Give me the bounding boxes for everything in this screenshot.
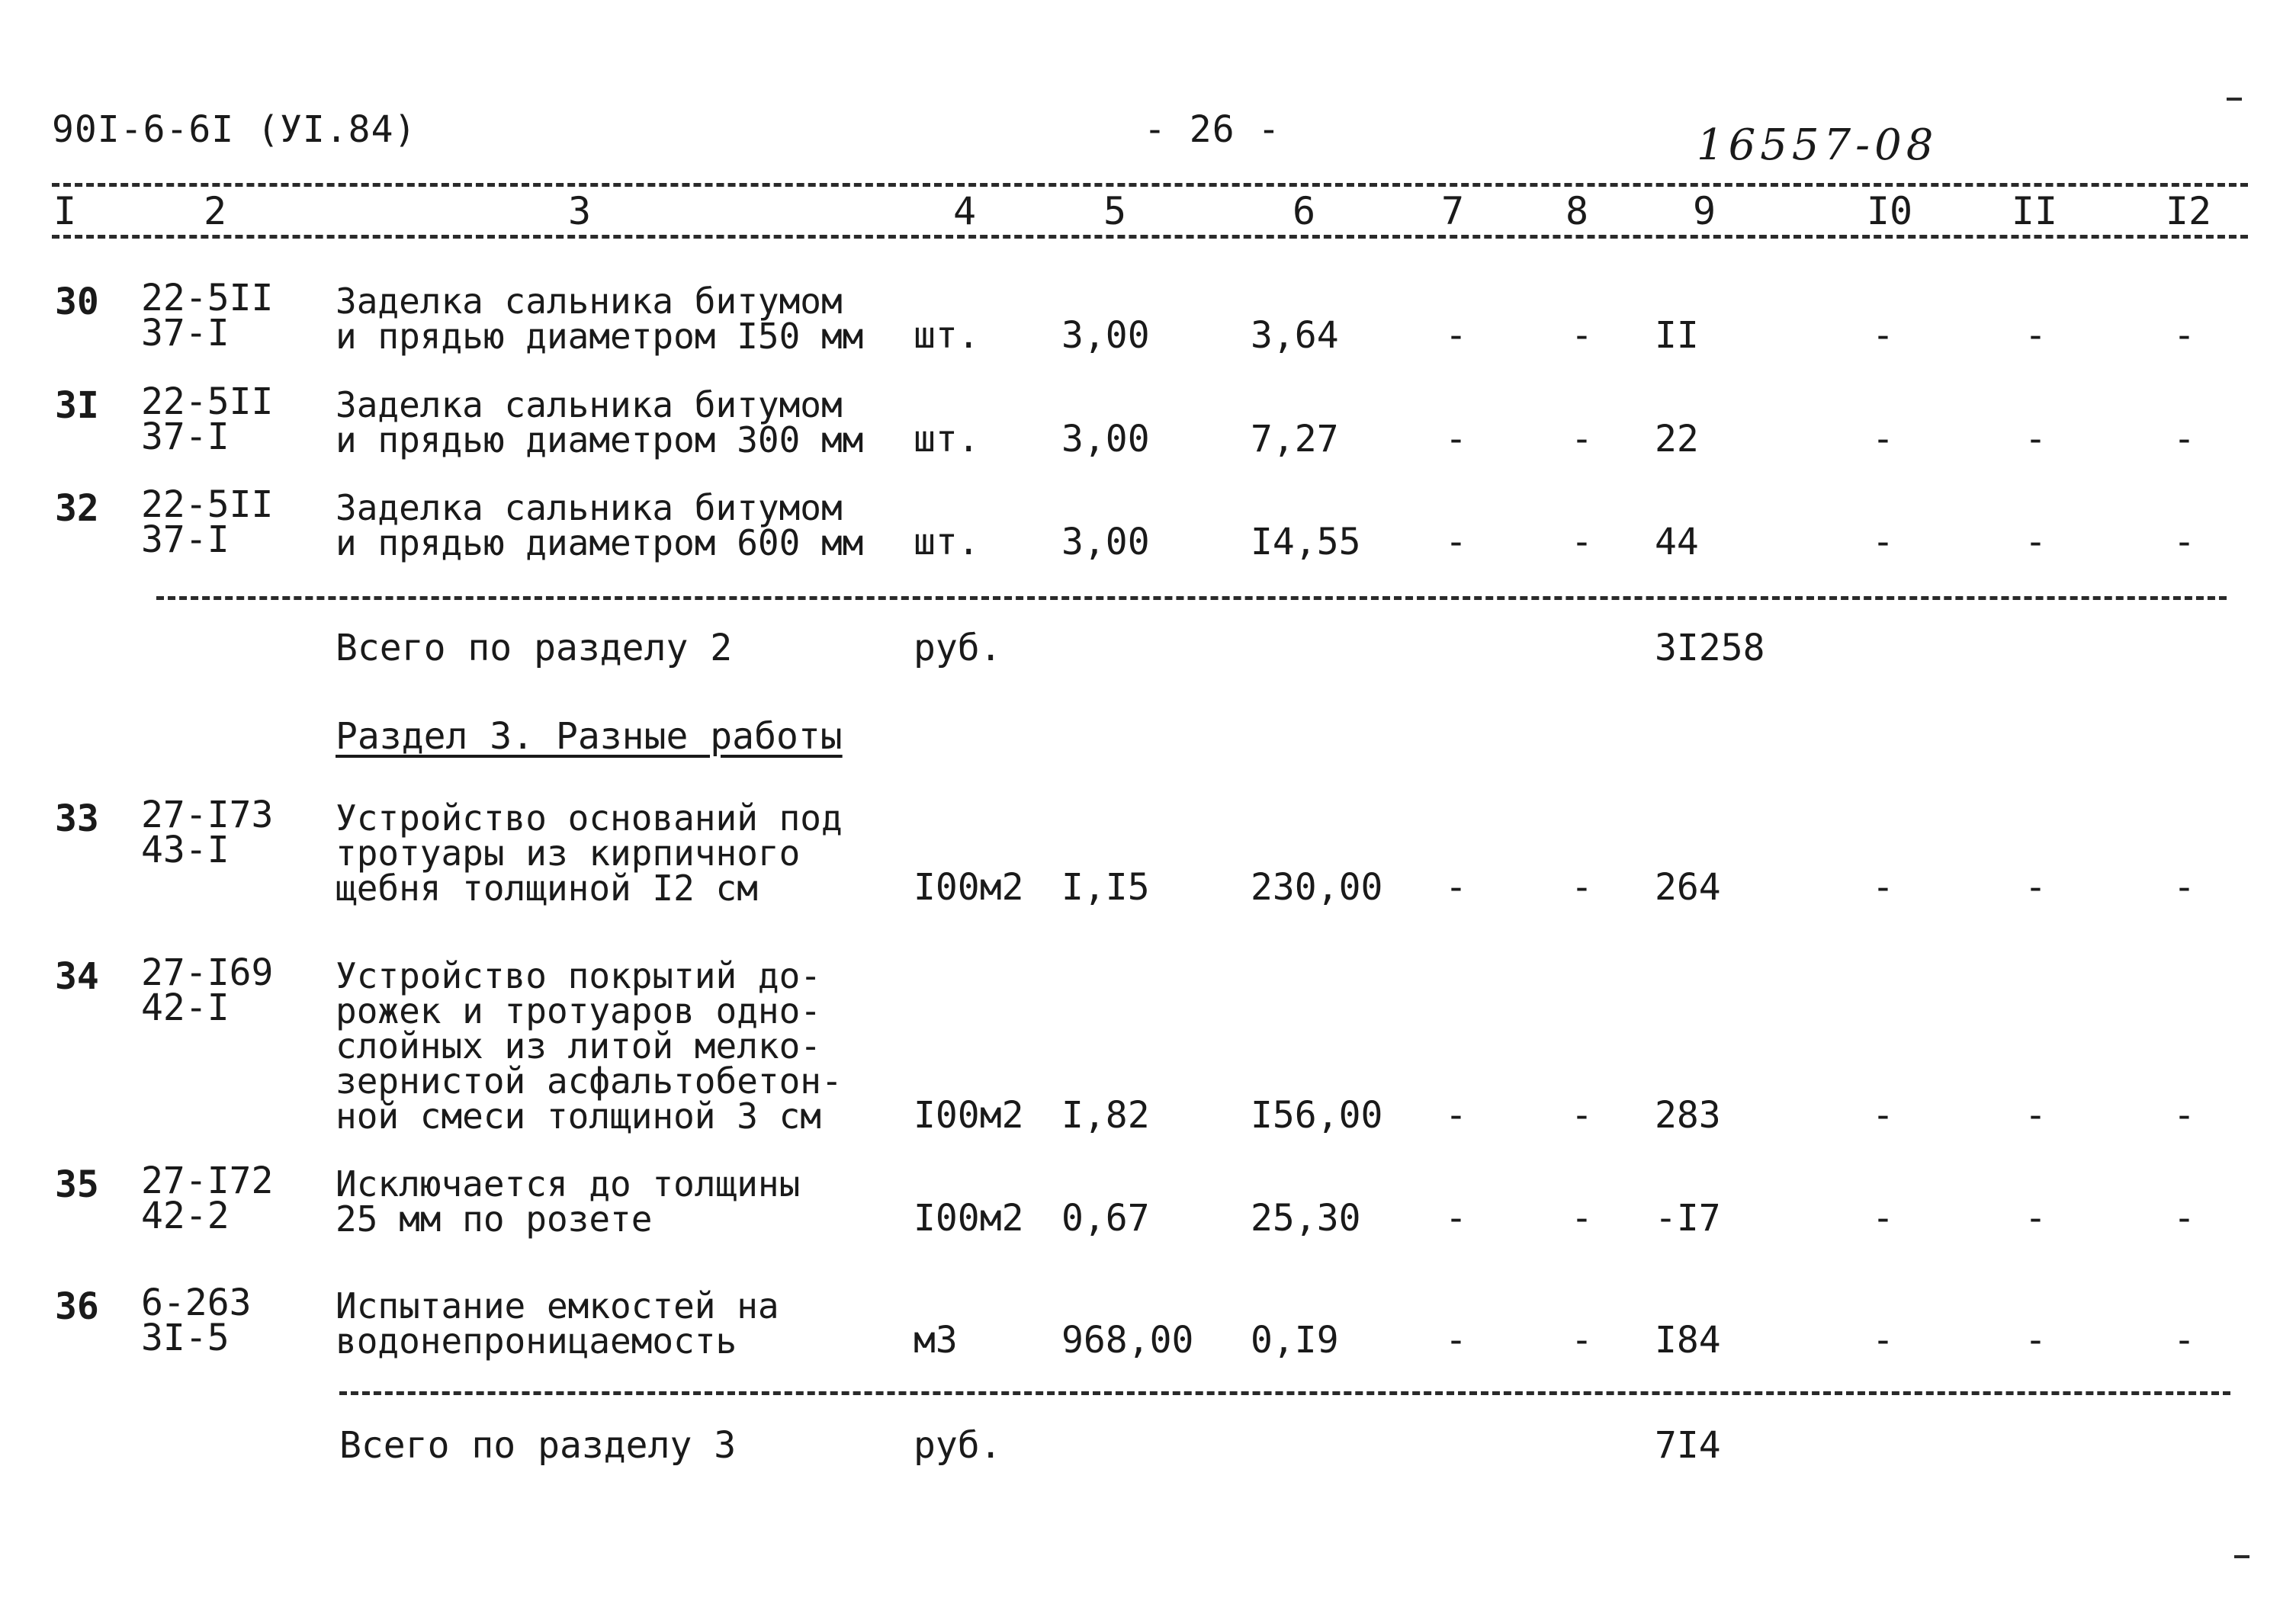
row-cell-qty: 0,67 <box>1061 1197 1150 1240</box>
row-code: 42-2 <box>141 1195 230 1237</box>
row-cell-c11: - <box>2025 1319 2047 1362</box>
row-code: 6-263 <box>141 1282 252 1324</box>
row-description: щебня толщиной I2 см <box>336 868 758 909</box>
column-number-1: I <box>53 189 77 233</box>
column-number-12: I2 <box>2165 189 2212 233</box>
row-code: 37-I <box>141 518 230 561</box>
row-cell-c9: II <box>1655 314 1699 357</box>
row-number: 36 <box>55 1285 99 1328</box>
row-cell-qty: 3,00 <box>1061 418 1150 460</box>
row-cell-price: I56,00 <box>1251 1094 1383 1137</box>
row-description: и прядью диаметром 600 мм <box>336 522 864 563</box>
row-cell-c7: - <box>1445 418 1467 460</box>
row-description: Устройство покрытий до- <box>336 955 821 996</box>
row-code: 27-I69 <box>141 951 274 994</box>
row-description: зернистой асфальтобетон- <box>336 1060 843 1102</box>
header-rule-top <box>52 183 2248 187</box>
row-code: 22-5II <box>141 277 274 319</box>
row-cell-c9: 44 <box>1655 521 1699 563</box>
corner-mark-top-right <box>2227 98 2242 101</box>
section2-rule <box>156 596 2227 600</box>
row-cell-c12: - <box>2173 314 2195 357</box>
row-cell-c10: - <box>1872 1319 1894 1362</box>
row-description: и прядью диаметром I50 мм <box>336 316 864 357</box>
row-cell-c10: - <box>1872 314 1894 357</box>
column-number-6: 6 <box>1292 189 1316 233</box>
row-cell-c11: - <box>2025 418 2047 460</box>
column-number-9: 9 <box>1692 189 1716 233</box>
row-cell-c10: - <box>1872 866 1894 909</box>
row-cell-c7: - <box>1445 314 1467 357</box>
row-code: 37-I <box>141 415 230 458</box>
column-number-5: 5 <box>1103 189 1127 233</box>
section3-title: Раздел 3. Разные работы <box>336 715 843 758</box>
handwritten-number: 16557-08 <box>1697 120 1938 170</box>
row-cell-c8: - <box>1571 1197 1593 1240</box>
section3-total-value: 7I4 <box>1655 1424 1721 1467</box>
column-number-4: 4 <box>952 189 977 233</box>
row-cell-c11: - <box>2025 1094 2047 1137</box>
row-cell-c12: - <box>2173 418 2195 460</box>
row-cell-c9: 22 <box>1655 418 1699 460</box>
row-cell-c11: - <box>2025 521 2047 563</box>
row-cell-c8: - <box>1571 1094 1593 1137</box>
row-cell-c7: - <box>1445 1319 1467 1362</box>
row-description: слойных из литой мелко- <box>336 1025 821 1067</box>
row-cell-c7: - <box>1445 866 1467 909</box>
row-description: Испытание емкостей на <box>336 1285 779 1326</box>
row-description: Заделка сальника битумом <box>336 487 843 528</box>
row-description: 25 мм по розете <box>336 1198 653 1240</box>
row-cell-c7: - <box>1445 521 1467 563</box>
section3-total-unit: руб. <box>914 1424 1002 1467</box>
row-number: 35 <box>55 1163 99 1206</box>
page-number: - 26 - <box>1144 108 1281 151</box>
row-code: 27-I72 <box>141 1160 274 1202</box>
row-description: и прядью диаметром 300 мм <box>336 419 864 460</box>
row-cell-c9: -I7 <box>1655 1197 1721 1240</box>
row-description: рожек и тротуаров одно- <box>336 990 821 1031</box>
column-number-10: I0 <box>1866 189 1913 233</box>
section3-total-label: Всего по разделу 3 <box>339 1424 737 1467</box>
row-code: 43-I <box>141 829 230 871</box>
row-description: водонепроницаемость <box>336 1320 737 1362</box>
row-code: 27-I73 <box>141 794 274 836</box>
row-cell-c7: - <box>1445 1197 1467 1240</box>
row-cell-unit: шт. <box>914 418 980 460</box>
row-cell-unit: I00м2 <box>914 1197 1024 1240</box>
row-cell-unit: I00м2 <box>914 866 1024 909</box>
row-cell-c9: 264 <box>1655 866 1721 909</box>
row-cell-price: I4,55 <box>1251 521 1361 563</box>
row-cell-price: 25,30 <box>1251 1197 1361 1240</box>
row-cell-c7: - <box>1445 1094 1467 1137</box>
row-cell-qty: 968,00 <box>1061 1319 1194 1362</box>
row-code: 22-5II <box>141 380 274 423</box>
row-cell-c9: 283 <box>1655 1094 1721 1137</box>
corner-mark-bottom-right <box>2234 1555 2249 1558</box>
row-cell-c12: - <box>2173 866 2195 909</box>
row-cell-unit: I00м2 <box>914 1094 1024 1137</box>
row-number: 32 <box>55 487 99 530</box>
header-rule-bottom <box>52 235 2248 239</box>
row-description: Заделка сальника битумом <box>336 384 843 425</box>
column-number-8: 8 <box>1565 189 1589 233</box>
row-description: ной смеси толщиной 3 см <box>336 1096 821 1137</box>
row-cell-c10: - <box>1872 1197 1894 1240</box>
section2-total-value: 3I258 <box>1655 627 1765 669</box>
row-number: 33 <box>55 797 99 840</box>
row-code: 37-I <box>141 312 230 354</box>
row-cell-c11: - <box>2025 866 2047 909</box>
column-number-11: II <box>2011 189 2058 233</box>
row-cell-price: 3,64 <box>1251 314 1339 357</box>
row-number: 34 <box>55 955 99 998</box>
row-cell-qty: I,82 <box>1061 1094 1150 1137</box>
row-cell-c10: - <box>1872 521 1894 563</box>
row-cell-qty: 3,00 <box>1061 314 1150 357</box>
document-code: 90I-6-6I (УI.84) <box>52 108 417 151</box>
row-number: 30 <box>55 281 99 323</box>
row-cell-c12: - <box>2173 521 2195 563</box>
row-cell-qty: 3,00 <box>1061 521 1150 563</box>
section2-total-label: Всего по разделу 2 <box>336 627 733 669</box>
column-number-2: 2 <box>203 189 227 233</box>
row-number: 3I <box>55 384 99 427</box>
row-cell-c11: - <box>2025 314 2047 357</box>
row-code: 42-I <box>141 986 230 1029</box>
row-cell-price: 7,27 <box>1251 418 1339 460</box>
section3-rule <box>339 1391 2230 1395</box>
row-cell-price: 0,I9 <box>1251 1319 1339 1362</box>
row-cell-c8: - <box>1571 866 1593 909</box>
row-description: Заделка сальника битумом <box>336 281 843 322</box>
row-cell-unit: шт. <box>914 521 980 563</box>
row-cell-qty: I,I5 <box>1061 866 1150 909</box>
section2-total-unit: руб. <box>914 627 1002 669</box>
row-cell-c8: - <box>1571 418 1593 460</box>
row-cell-unit: шт. <box>914 314 980 357</box>
row-cell-c8: - <box>1571 314 1593 357</box>
row-cell-c11: - <box>2025 1197 2047 1240</box>
row-cell-c10: - <box>1872 1094 1894 1137</box>
row-description: Исключается до толщины <box>336 1163 801 1205</box>
column-number-7: 7 <box>1440 189 1465 233</box>
row-cell-c12: - <box>2173 1197 2195 1240</box>
row-cell-c10: - <box>1872 418 1894 460</box>
row-cell-c8: - <box>1571 521 1593 563</box>
row-cell-c12: - <box>2173 1319 2195 1362</box>
row-cell-c12: - <box>2173 1094 2195 1137</box>
column-number-3: 3 <box>567 189 592 233</box>
row-cell-price: 230,00 <box>1251 866 1383 909</box>
row-cell-unit: м3 <box>914 1319 958 1362</box>
row-description: Устройство оснований под <box>336 797 843 839</box>
row-code: 22-5II <box>141 483 274 526</box>
row-description: тротуары из кирпичного <box>336 832 801 874</box>
row-code: 3I-5 <box>141 1317 230 1359</box>
row-cell-c8: - <box>1571 1319 1593 1362</box>
row-cell-c9: I84 <box>1655 1319 1721 1362</box>
